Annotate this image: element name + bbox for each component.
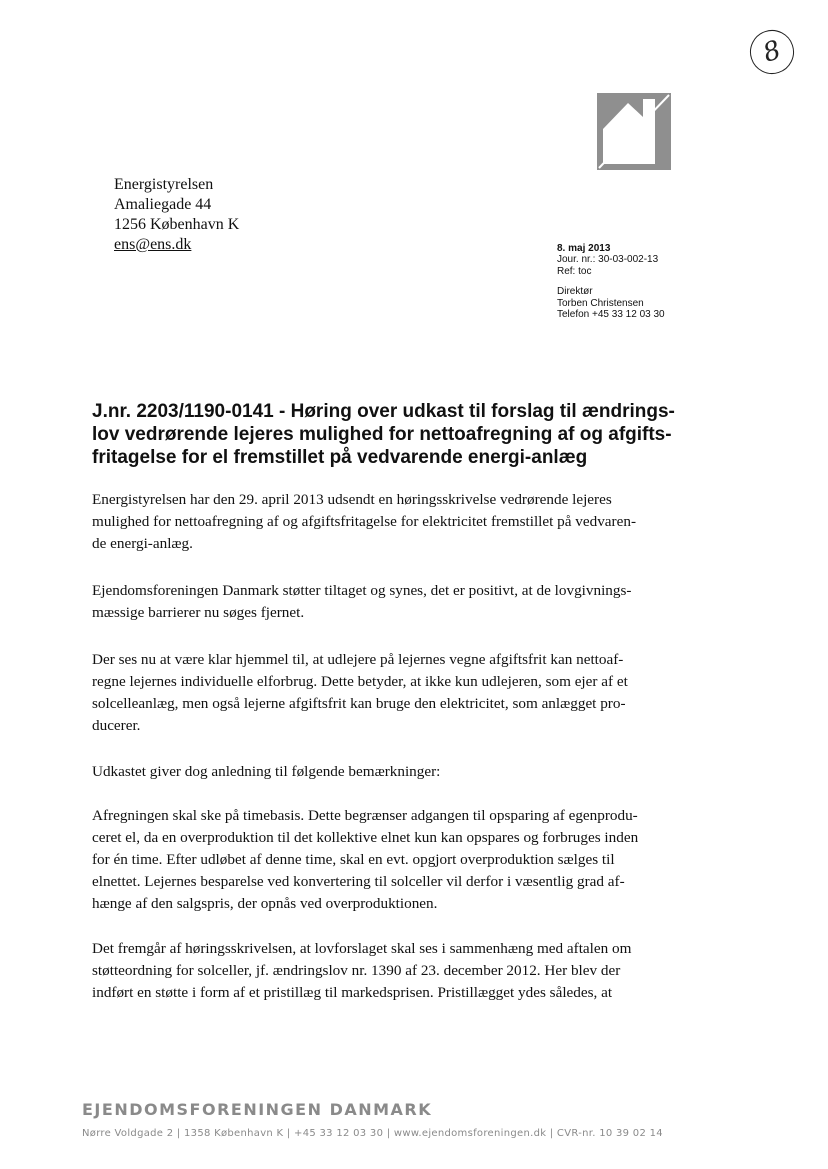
- recipient-city: 1256 København K: [114, 216, 240, 233]
- text-line: Ejendomsforeningen Danmark støtter tiltaget og synes, det er positivt, at de lovgivnings-: [92, 582, 632, 599]
- recipient-street: Amaliegade 44: [114, 196, 212, 213]
- footer-contact-line: Nørre Voldgade 2 | 1358 København K | +45 33 12 03 30 | www.ejendomsforeningen.dk | CVR-nr. 10 39 02 14: [82, 1128, 663, 1139]
- text-line: Energistyrelsen har den 29. april 2013 udsendt en høringsskrivelse vedrørende lejeres: [92, 491, 612, 508]
- text-line: Afregningen skal ske på timebasis. Dette begrænser adgangen til opsparing af egenprodu-: [92, 807, 638, 824]
- reference: Ref: toc: [557, 265, 592, 277]
- handwritten-page-number: 8: [744, 24, 799, 79]
- paragraph-remarks-intro: [92, 761, 712, 783]
- text-line: indført en støtte i form af et pristillæg til markedsprisen. Pristillægget ydes således, at: [92, 984, 613, 1001]
- text-line: Det fremgår af høringsskrivelsen, at lovforslaget skal ses i sammenhæng med aftalen om: [92, 940, 632, 957]
- text-line: solcelleanlæg, men også lejerne afgiftsfrit kan bruge den elektricitet, som anlægget pro-: [92, 695, 626, 712]
- recipient-name: Energistyrelsen: [114, 176, 214, 193]
- text-line: for én time. Efter udløbet af denne time, skal en evt. opgjort overproduktion sælges til: [92, 851, 615, 868]
- organization-logo: [597, 93, 671, 170]
- sender-name: Torben Christensen: [557, 297, 644, 309]
- text-line: de energi-anlæg.: [92, 535, 193, 552]
- sender-phone: Telefon +45 33 12 03 30: [557, 309, 665, 321]
- recipient-email-link[interactable]: ens@ens.dk: [114, 236, 192, 253]
- text-line: elnettet. Lejernes besparelse ved konvertering til solceller vil derfor i væsentlig grad af-: [92, 873, 625, 890]
- paragraph-support: [92, 580, 712, 624]
- footer-organization-name: EJENDOMSFORENINGEN DANMARK: [82, 1100, 433, 1119]
- text-line: Der ses nu at være klar hjemmel til, at udlejere på lejernes vegne afgiftsfrit kan nettoaf-: [92, 651, 624, 668]
- recipient-address: [114, 175, 239, 255]
- subject-line: fritagelse for el fremstillet på vedvarende energi-anlæg: [92, 447, 588, 468]
- letter-date: 8. maj 2013: [557, 243, 611, 254]
- letter-metadata: [557, 243, 665, 320]
- paragraph-support-scheme: [92, 938, 712, 1004]
- letter-subject: [92, 400, 732, 469]
- text-line: regne lejernes individuelle elforbrug. Dette betyder, at ikke kun udlejeren, som ejer af et: [92, 673, 628, 690]
- text-line: støtteordning for solceller, jf. ændringslov nr. 1390 af 23. december 2012. Her blev der: [92, 962, 621, 979]
- paragraph-intro: [92, 489, 712, 555]
- sender-role: Direktør: [557, 286, 593, 298]
- text-line: ceret el, da en overproduktion til det kollektive elnet kun kan opspares og forbruges inden: [92, 829, 639, 846]
- journal-number: Jour. nr.: 30-03-002-13: [557, 254, 659, 266]
- text-line: hænge af den salgspris, der opnås ved overproduktionen.: [92, 895, 438, 912]
- text-line: Udkastet giver dog anledning til følgende bemærkninger:: [92, 763, 441, 780]
- paragraph-authority: [92, 649, 712, 737]
- subject-line: lov vedrørende lejeres mulighed for nettoafregning af og afgifts-: [92, 424, 672, 445]
- text-line: mæssige barrierer nu søges fjernet.: [92, 604, 305, 621]
- text-line: ducerer.: [92, 717, 141, 734]
- subject-line: J.nr. 2203/1190-0141 - Høring over udkast til forslag til ændrings-: [92, 401, 675, 422]
- paragraph-settlement: [92, 805, 712, 915]
- text-line: mulighed for nettoafregning af og afgiftsfritagelse for elektricitet fremstillet på vedvaren-: [92, 513, 636, 530]
